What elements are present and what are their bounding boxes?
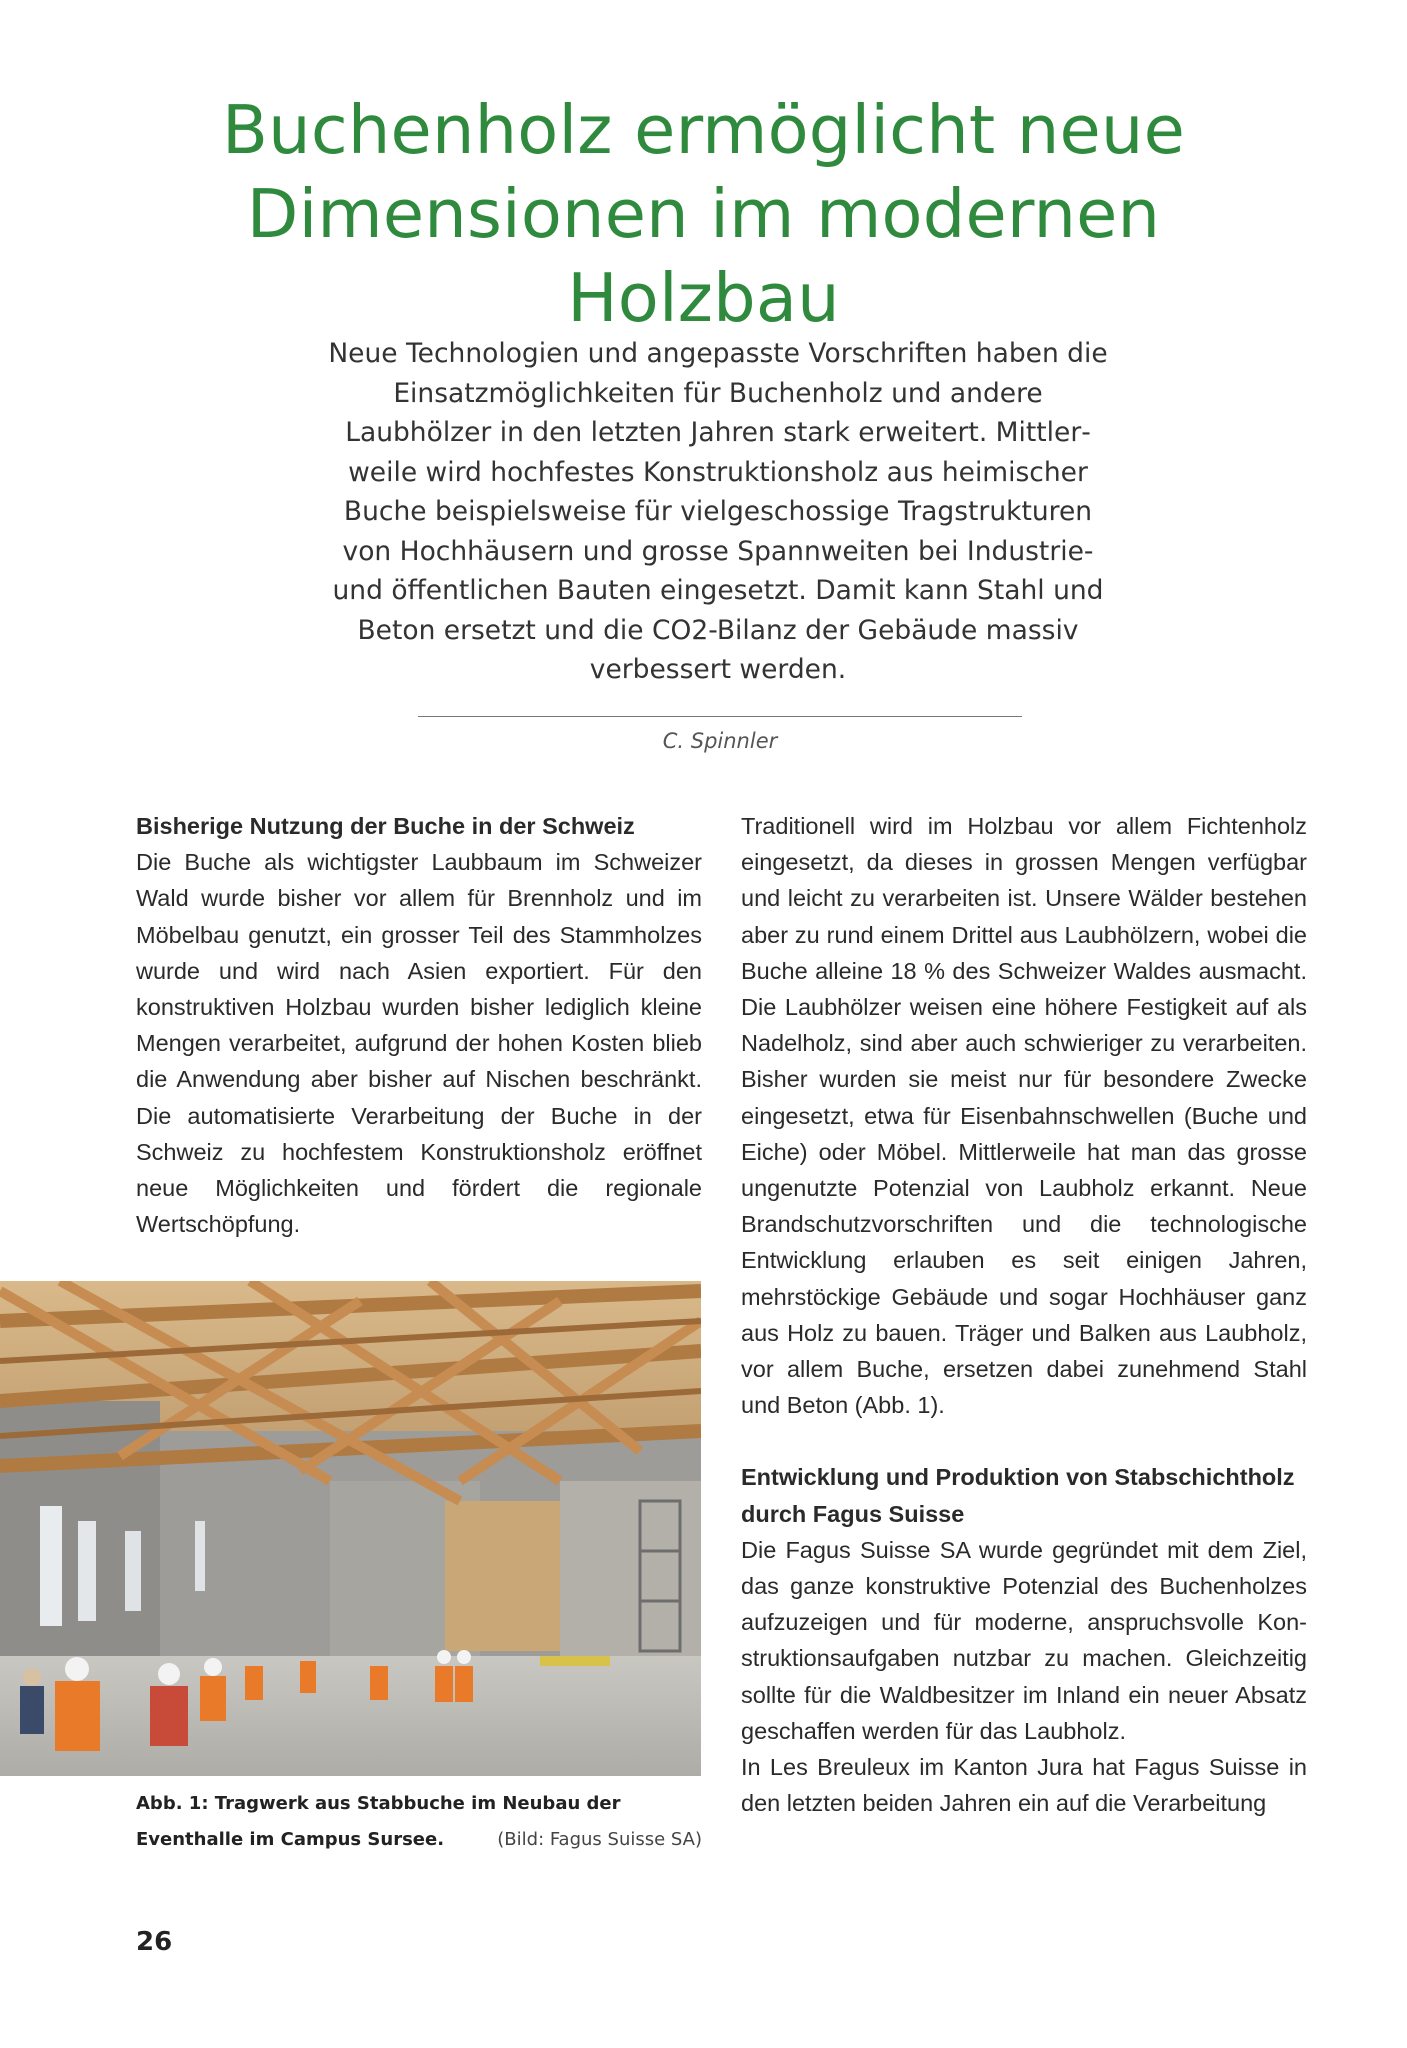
title-line-1: Buchenholz ermöglicht neue — [222, 91, 1185, 169]
section-heading: Entwicklung und Produktion von Stabschichtholz durch Fagus Suisse — [741, 1464, 1295, 1527]
page-number: 26 — [136, 1927, 173, 1957]
figure-photo — [0, 1281, 701, 1776]
photo-credit: (Bild: Fagus Suisse SA) — [497, 1829, 702, 1850]
article-title — [100, 88, 1307, 340]
right-column — [741, 808, 1307, 1821]
event-hall-timber-photo — [0, 1281, 701, 1776]
body-paragraph: In Les Breuleux im Kanton Jura hat Fagus Suisse in den letzten beiden Jahren ein auf die Verarbeitung — [741, 1754, 1307, 1817]
body-paragraph: Traditionell wird im Holzbau vor allem Fichtenholz eingesetzt, da dieses in grossen Mengen verfügbar und leicht zu verarbeiten ist. Unsere Wälder bestehen aber zu rund einem Drittel aus Laubhölzern, wobei die Buche alleine 18 % des Schweizer Waldes ausmacht. Die Laubhölzer weisen eine höhere Festigkeit auf als Nadelholz, sind aber auch schwieriger zu verarbeiten. Bisher wurden sie meist nur für besondere Zwecke eingesetzt, etwa für Eisenbahnschwellen (Buche und Eiche) oder Möbel. Mittlerweile hat man das grosse ungenutzte Potenzial von Laubholz erkannt. Neue Brandschutzvorschriften und die technologische Entwicklung erlauben es seit einigen Jahren, mehrstöckige Gebäude und sogar Hochhäuser ganz aus Holz zu bauen. Träger und Balken aus Laubholz, vor allem Buche, ersetzen dabei zunehmend Stahl und Beton (Abb. 1). — [741, 813, 1307, 1419]
left-column — [136, 808, 702, 1242]
lead-divider — [418, 716, 1022, 717]
body-paragraph: Die Fagus Suisse SA wurde gegründet mit dem Ziel, das ganze konstruktive Potenzial des Buchenholzes aufzuzeigen und für moderne, anspruchsvolle Konstruktionsaufgaben nutzbar zu machen. Gleichzeitig sollte für die Waldbesitzer im Inland ein neuer Absatz geschaffen werden für das Laubholz. — [741, 1536, 1307, 1744]
lead-paragraph: Neue Technologien und angepasste Vorschriften haben die Einsatzmöglichkeiten für Buchenholz und andere Laubhölzer in den letzten Jahren stark erweitert. Mittlerweile wird hochfestes Konstruktionsholz aus heimischer Buche beispielsweise für vielgeschossige Tragstrukturen von Hochhäusern und grosse Spannweiten bei Industrie- und öffentlichen Bauten eingesetzt. Damit kann Stahl und Beton ersetzt und die CO2-Bilanz der Gebäude massiv verbessert werden. — [328, 338, 1108, 685]
caption-text: Abb. 1: Tragwerk aus Stabbuche im Neubau der Eventhalle im Campus Sursee. — [136, 1793, 621, 1850]
author-name: C. Spinnler — [662, 729, 778, 753]
figure-caption — [136, 1786, 702, 1858]
body-paragraph: Die Buche als wichtigster Laubbaum im Schweizer Wald wurde bisher vor allem für Brennholz und im Möbelbau genutzt, ein grosser Teil des Stammholzes wurde und wird nach Asien exportiert. Für den konstruktiven Holzbau wurden bisher lediglich kleine Mengen verarbeitet, aufgrund der hohen Kosten blieb die Anwendung aber bisher auf Nischen beschränkt. Die automatisierte Verarbeitung der Buche in der Schweiz zu hochfestem Konstruktionsholz eröffnet neue Möglichkeiten und fördert die regionale Wertschöpfung. — [136, 849, 702, 1238]
section-heading: Bisherige Nutzung der Buche in der Schweiz — [136, 813, 635, 839]
title-line-2: Dimensionen im modernen Holzbau — [246, 175, 1161, 337]
